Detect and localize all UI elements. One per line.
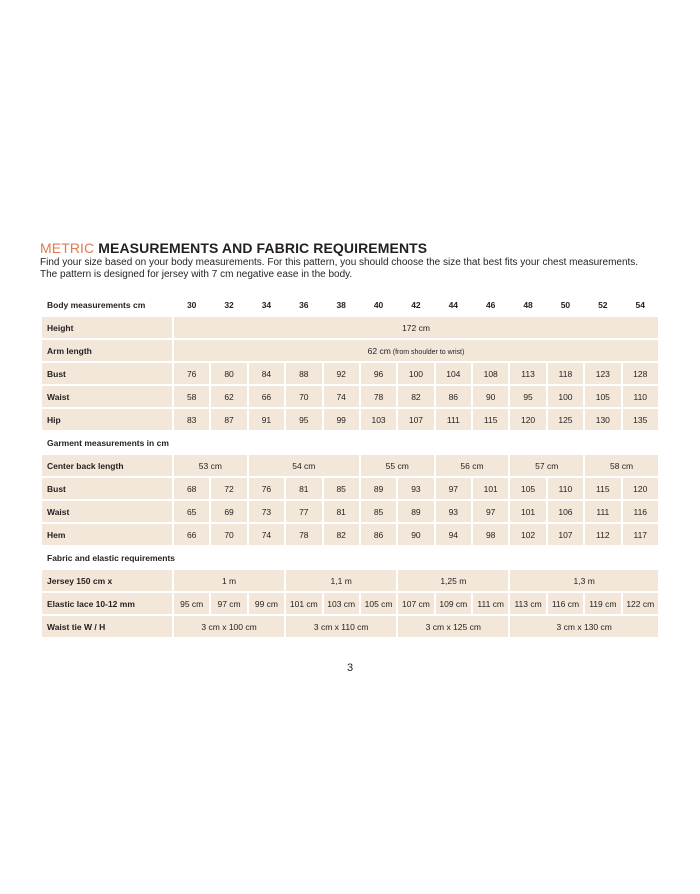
value-cell: 68 [174, 478, 209, 499]
value-cell: 96 [361, 363, 396, 384]
value-cell: 109 cm [436, 593, 471, 614]
value-cell: 73 [249, 501, 284, 522]
row-label: Elastic lace 10-12 mm [42, 593, 172, 614]
value-cell: 100 [398, 363, 433, 384]
size-header: 40 [373, 299, 384, 310]
value-cell: 128 [623, 363, 659, 384]
waist-tie-row [42, 616, 658, 637]
value-cell: 58 cm [585, 455, 658, 476]
value-cell: 85 [361, 501, 396, 522]
value-cell: 1,25 m [398, 570, 508, 591]
intro-line-2: The pattern is designed for jersey with 7 cm negative ease in the body. [40, 269, 353, 280]
value-cell: 85 [324, 478, 359, 499]
value-cell: 99 [324, 409, 359, 430]
value-cell: 107 [548, 524, 583, 545]
value-cell: 78 [361, 386, 396, 407]
value-cell: 115 [585, 478, 620, 499]
value-cell: 115 [473, 409, 508, 430]
value-cell: 119 cm [585, 593, 620, 614]
value-cell: 76 [174, 363, 209, 384]
value-cell: 57 cm [510, 455, 583, 476]
value-cell: 1,1 m [286, 570, 396, 591]
value-cell: 110 [548, 478, 583, 499]
value-cell: 74 [324, 386, 359, 407]
value-cell: 116 cm [548, 593, 583, 614]
value-cell: 105 [510, 478, 545, 499]
value-cell: 74 [249, 524, 284, 545]
row-label: Bust [42, 363, 172, 384]
value-cell: 58 [174, 386, 209, 407]
value-cell: 100 [548, 386, 583, 407]
value-cell: 95 [286, 409, 321, 430]
size-header: 38 [336, 299, 346, 310]
elastic-lace-row [42, 593, 658, 614]
value-cell: 86 [436, 386, 471, 407]
value-cell: 116 [623, 501, 659, 522]
value-cell: 102 [510, 524, 545, 545]
value-cell: 80 [211, 363, 246, 384]
size-header: 54 [635, 299, 645, 310]
value-cell: 66 [174, 524, 209, 545]
value-cell: 103 cm [324, 593, 359, 614]
value-cell: 95 [510, 386, 545, 407]
arm-length-note: (from shoulder to wrist) [390, 348, 465, 356]
row-label: Height [42, 317, 172, 338]
jersey-row [42, 570, 658, 591]
measurement-table [40, 292, 660, 639]
height-row [42, 317, 658, 338]
row-label: Jersey 150 cm x [42, 570, 172, 591]
garment-section-label: Garment measurements in cm [47, 437, 169, 448]
value-cell: 97 [473, 501, 508, 522]
value-cell: 93 [398, 478, 433, 499]
value-cell: 90 [398, 524, 433, 545]
value-cell: 3 cm x 130 cm [510, 616, 658, 637]
value-cell: 78 [286, 524, 321, 545]
size-header: 34 [261, 299, 272, 310]
size-header: 44 [448, 299, 459, 310]
value-cell: 103 [361, 409, 396, 430]
height-value: 172 cm [174, 317, 658, 338]
value-cell: 106 [548, 501, 583, 522]
value-cell: 101 cm [286, 593, 321, 614]
value-cell: 130 [585, 409, 620, 430]
value-cell: 62 [211, 386, 246, 407]
value-cell: 81 [286, 478, 321, 499]
value-cell: 120 [510, 409, 545, 430]
value-cell: 92 [324, 363, 359, 384]
value-cell: 101 [473, 478, 508, 499]
page-heading [40, 240, 660, 280]
value-cell: 105 cm [361, 593, 396, 614]
value-cell: 3 cm x 100 cm [174, 616, 284, 637]
value-cell: 111 cm [473, 593, 508, 614]
body-hip-row [42, 409, 658, 430]
value-cell: 93 [436, 501, 471, 522]
value-cell: 122 cm [623, 593, 659, 614]
value-cell: 88 [286, 363, 321, 384]
value-cell: 97 [436, 478, 471, 499]
value-cell: 82 [398, 386, 433, 407]
size-header: 52 [598, 299, 608, 310]
value-cell: 113 cm [510, 593, 545, 614]
value-cell: 101 [510, 501, 545, 522]
value-cell: 113 [510, 363, 545, 384]
value-cell: 108 [473, 363, 508, 384]
value-cell: 66 [249, 386, 284, 407]
value-cell: 125 [548, 409, 583, 430]
value-cell: 112 [585, 524, 620, 545]
value-cell: 111 [436, 409, 471, 430]
size-header: 50 [560, 299, 571, 310]
arm-length-value: 62 cm [367, 345, 391, 356]
value-cell: 70 [211, 524, 246, 545]
value-cell: 94 [436, 524, 471, 545]
body-header-row [42, 294, 658, 315]
fabric-section-label: Fabric and elastic requirements [47, 552, 176, 563]
value-cell: 99 cm [249, 593, 284, 614]
garment-bust-row [42, 478, 658, 499]
value-cell: 95 cm [174, 593, 209, 614]
value-cell: 89 [398, 501, 433, 522]
row-label: Bust [42, 478, 172, 499]
body-bust-row [42, 363, 658, 384]
value-cell: 70 [286, 386, 321, 407]
value-cell: 82 [324, 524, 359, 545]
value-cell: 76 [249, 478, 284, 499]
row-label: Hem [42, 524, 172, 545]
title-text: MEASUREMENTS AND FABRIC REQUIREMENTS [94, 240, 428, 256]
value-cell: 98 [473, 524, 508, 545]
row-label: Waist [42, 501, 172, 522]
page-title [40, 240, 660, 256]
row-label: Hip [42, 409, 172, 430]
fabric-header-row [42, 547, 658, 568]
value-cell: 56 cm [436, 455, 509, 476]
page-number: 3 [346, 662, 354, 674]
arm-length-row [42, 340, 658, 361]
value-cell: 90 [473, 386, 508, 407]
value-cell: 81 [324, 501, 359, 522]
value-cell: 111 [585, 501, 620, 522]
value-cell: 1 m [174, 570, 284, 591]
value-cell: 123 [585, 363, 620, 384]
size-header: 42 [411, 299, 421, 310]
value-cell: 87 [211, 409, 246, 430]
garment-waist-row [42, 501, 658, 522]
value-cell: 72 [211, 478, 246, 499]
title-accent: METRIC [40, 240, 95, 256]
value-cell: 53 cm [174, 455, 247, 476]
value-cell: 55 cm [361, 455, 434, 476]
value-cell: 110 [623, 386, 659, 407]
size-header: 30 [186, 299, 197, 310]
size-header: 36 [299, 299, 309, 310]
value-cell: 84 [249, 363, 284, 384]
size-header: 46 [485, 299, 496, 310]
value-cell: 3 cm x 110 cm [286, 616, 396, 637]
body-section-label: Body measurements cm [47, 299, 146, 310]
row-label: Center back length [42, 455, 172, 476]
garment-hem-row [42, 524, 658, 545]
value-cell: 86 [361, 524, 396, 545]
intro-line-1: Find your size based on your body measurements. For this pattern, you should choose the size that best fits your chest measurements. [40, 257, 639, 268]
arm-length-cell [174, 340, 658, 361]
value-cell: 77 [286, 501, 321, 522]
value-cell: 107 [398, 409, 433, 430]
value-cell: 118 [548, 363, 583, 384]
value-cell: 107 cm [398, 593, 433, 614]
value-cell: 89 [361, 478, 396, 499]
row-label: Arm length [42, 340, 172, 361]
value-cell: 1,3 m [510, 570, 658, 591]
value-cell: 83 [174, 409, 209, 430]
value-cell: 135 [623, 409, 659, 430]
value-cell: 3 cm x 125 cm [398, 616, 508, 637]
row-label: Waist tie W / H [42, 616, 172, 637]
value-cell: 65 [174, 501, 209, 522]
value-cell: 54 cm [249, 455, 359, 476]
value-cell: 117 [623, 524, 659, 545]
size-header: 32 [224, 299, 234, 310]
garment-header-row [42, 432, 658, 453]
value-cell: 120 [623, 478, 659, 499]
value-cell: 104 [436, 363, 471, 384]
size-header: 48 [523, 299, 533, 310]
body-waist-row [42, 386, 658, 407]
value-cell: 97 cm [211, 593, 246, 614]
row-label: Waist [42, 386, 172, 407]
value-cell: 105 [585, 386, 620, 407]
value-cell: 69 [211, 501, 246, 522]
value-cell: 91 [249, 409, 284, 430]
center-back-length-row [42, 455, 658, 476]
